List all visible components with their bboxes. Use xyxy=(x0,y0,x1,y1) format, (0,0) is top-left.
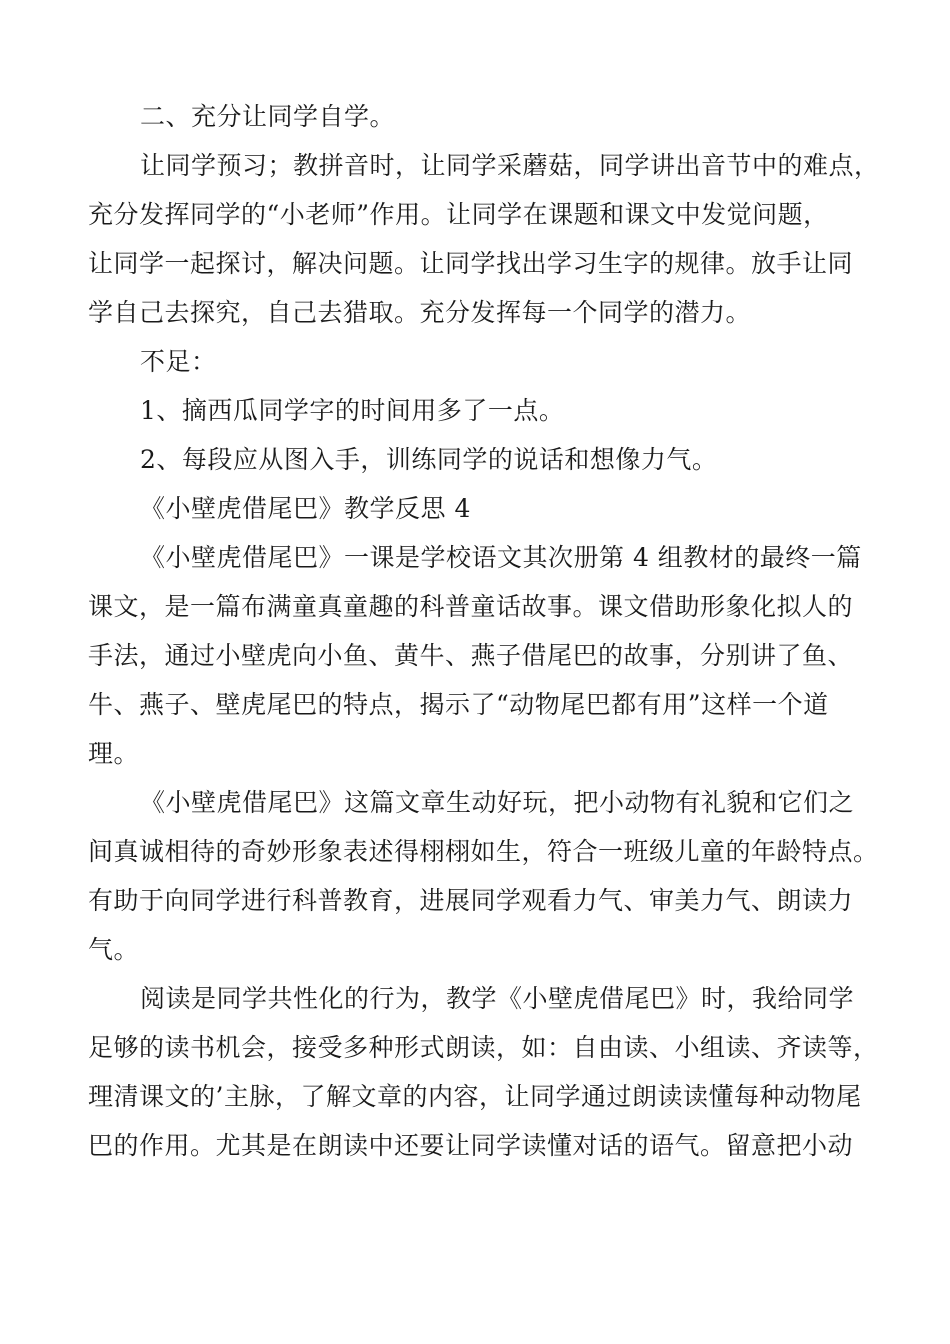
paragraph-p7 xyxy=(88,533,864,778)
text-line: 间真诚相待的奇妙形象表述得栩栩如生，符合一班级儿童的年龄特点。 xyxy=(88,837,879,866)
text-line: 让同学一起探讨，解决问题。让同学找出学习生字的规律。放手让同 xyxy=(88,249,854,278)
text-line: 阅读是同学共性化的行为，教学《小壁虎借尾巴》时，我给同学 xyxy=(140,984,855,1013)
paragraph-p5 xyxy=(88,435,864,484)
text-line: 巴的作用。尤其是在朗读中还要让同学读懂对话的语气。留意把小动 xyxy=(88,1131,854,1160)
text-line: 课文，是一篇布满童真童趣的科普童话故事。课文借助形象化拟人的 xyxy=(88,592,854,621)
paragraph-p1 xyxy=(88,92,864,141)
text-line: 足够的读书机会，接受多种形式朗读，如：自由读、小组读、齐读等， xyxy=(88,1033,879,1062)
text-line: 《小壁虎借尾巴》教学反思 4 xyxy=(140,494,471,523)
text-line: 气。 xyxy=(88,935,140,964)
text-line: 牛、燕子、壁虎尾巴的特点，揭示了“动物尾巴都有用”这样一个道 xyxy=(88,690,829,719)
text-line: 二、充分让同学自学。 xyxy=(140,102,396,131)
paragraph-p9 xyxy=(88,974,879,1170)
text-line: 学自己去探究，自己去猎取。充分发挥每一个同学的潜力。 xyxy=(88,298,752,327)
paragraph-p3 xyxy=(88,337,864,386)
text-line: 《小壁虎借尾巴》这篇文章生动好玩，把小动物有礼貌和它们之 xyxy=(140,788,855,817)
text-line: 有助于向同学进行科普教育，进展同学观看力气、审美力气、朗读力 xyxy=(88,886,854,915)
paragraph-p6 xyxy=(88,484,864,533)
text-line: 手法，通过小壁虎向小鱼、黄牛、燕子借尾巴的故事，分别讲了鱼、 xyxy=(88,641,854,670)
text-line: 理清课文的’主脉，了解文章的内容，让同学通过朗读读懂每种动物尾 xyxy=(88,1082,862,1111)
text-line: 理。 xyxy=(88,739,140,768)
paragraph-p2 xyxy=(88,141,880,337)
text-line: 2、每段应从图入手，训练同学的说话和想像力气。 xyxy=(140,445,718,474)
paragraph-p4 xyxy=(88,386,864,435)
text-line: 让同学预习；教拼音时，让同学采蘑菇，同学讲出音节中的难点， xyxy=(140,151,880,180)
text-line: 充分发挥同学的“小老师”作用。让同学在课题和课文中发觉问题， xyxy=(88,200,829,229)
text-line: 1、摘西瓜同学字的时间用多了一点。 xyxy=(140,396,565,425)
paragraph-p8 xyxy=(88,778,879,974)
text-line: 不足： xyxy=(140,347,217,376)
document-body xyxy=(88,92,880,1170)
text-line: 《小壁虎借尾巴》一课是学校语文其次册第 4 组教材的最终一篇 xyxy=(140,543,862,572)
